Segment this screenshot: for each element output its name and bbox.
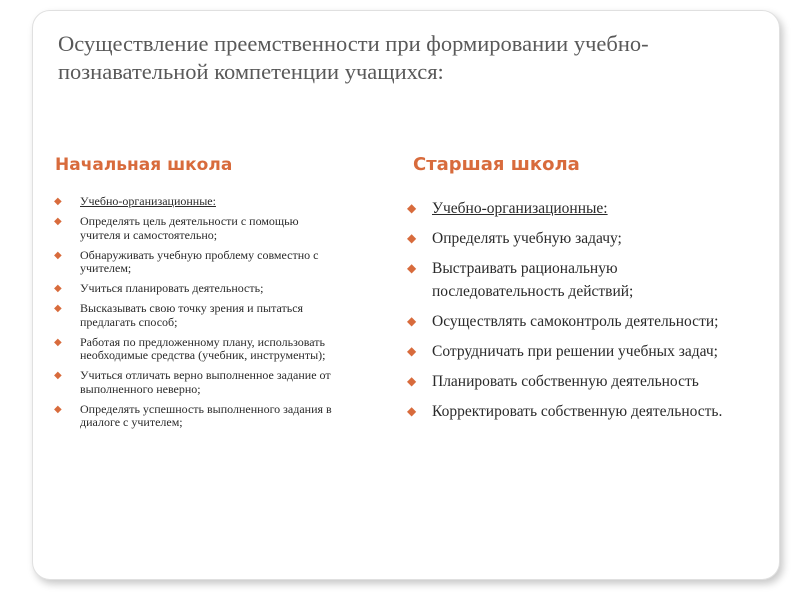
diamond-bullet-icon: ◆	[407, 374, 417, 388]
diamond-bullet-icon: ◆	[54, 249, 62, 261]
list-item	[52, 282, 342, 296]
diamond-bullet-icon: ◆	[407, 344, 417, 358]
list-item-text: Планировать собственную деятельность	[432, 373, 699, 390]
list-item	[52, 302, 342, 329]
list-item	[52, 336, 342, 363]
diamond-bullet-icon: ◆	[54, 370, 62, 381]
diamond-bullet-icon: ◆	[407, 231, 417, 245]
list-item-text: Выстраивать рациональную последовательность действий;	[432, 260, 634, 300]
diamond-bullet-icon: ◆	[407, 201, 417, 215]
list-item	[405, 340, 735, 363]
list-item	[405, 400, 735, 423]
list-item	[405, 310, 735, 333]
list-item	[405, 370, 735, 393]
diamond-bullet-icon: ◆	[54, 216, 62, 227]
list-item	[52, 249, 342, 276]
list-item	[52, 403, 342, 430]
list-item-text: Корректировать собственную деятельность.	[432, 403, 723, 420]
diamond-bullet-icon: ◆	[407, 404, 417, 418]
list-item-text: Учиться планировать деятельность;	[80, 281, 264, 295]
list-item-text: Учиться отличать верно выполненное задание от выполненного неверно;	[80, 368, 331, 396]
list-item-text: Учебно-организационные:	[80, 194, 216, 208]
diamond-bullet-icon: ◆	[54, 303, 62, 314]
diamond-bullet-icon: ◆	[54, 403, 62, 415]
list-item-text: Обнаруживать учебную проблему совместно с учителем;	[80, 247, 319, 275]
list-item-text: Сотрудничать при решении учебных задач;	[432, 343, 718, 360]
list-item	[52, 215, 342, 242]
diamond-bullet-icon: ◆	[407, 261, 417, 275]
list-item	[405, 227, 735, 250]
list-item	[405, 257, 735, 303]
list-item	[52, 369, 342, 396]
diamond-bullet-icon: ◆	[54, 336, 62, 348]
list-item-text: Работая по предложенному плану, использовать необходимые средства (учебник, инструменты);	[80, 334, 326, 362]
right-column-list	[405, 197, 735, 430]
list-item	[52, 195, 342, 209]
diamond-bullet-icon: ◆	[407, 314, 417, 328]
list-item-text: Определять учебную задачу;	[432, 230, 622, 247]
diamond-bullet-icon: ◆	[54, 196, 62, 207]
slide-title: Осуществление преемственности при формировании учебно-познавательной компетенции учащихся:	[58, 31, 649, 84]
list-item-text: Определять цель деятельности с помощью учителя и самостоятельно;	[80, 214, 299, 242]
diamond-bullet-icon: ◆	[54, 283, 62, 294]
list-item-text: Высказывать свою точку зрения и пытаться предлагать способ;	[80, 301, 304, 329]
list-item-text: Осуществлять самоконтроль деятельности;	[432, 313, 719, 330]
list-item-text: Определять успешность выполненного задания в диалоге с учителем;	[80, 401, 332, 429]
left-column-list	[52, 195, 342, 436]
left-column-heading: Начальная школа	[55, 155, 233, 175]
right-column-heading: Старшая школа	[413, 154, 580, 175]
list-item	[405, 197, 735, 220]
list-item-text: Учебно-организационные:	[432, 200, 608, 217]
